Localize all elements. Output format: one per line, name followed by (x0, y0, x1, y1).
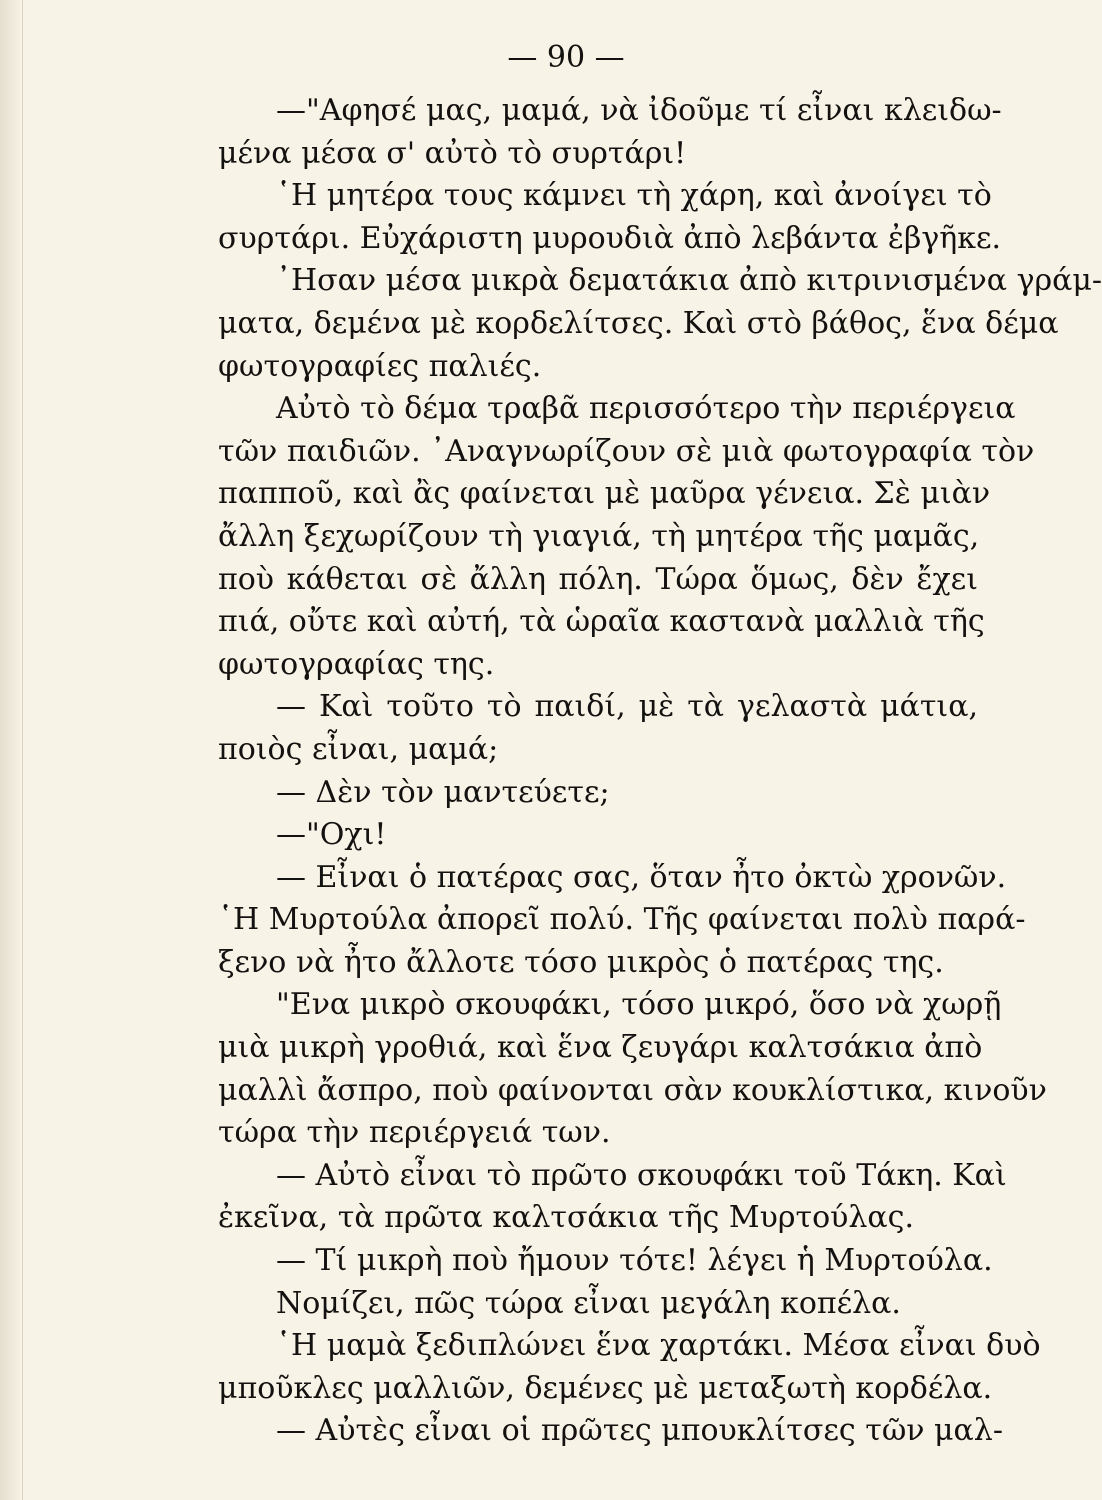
text-line: ποιὸς εἶναι, μαμά; (218, 731, 499, 767)
text-line: μποῦκλες μαλλιῶν, δεμένες μὲ μεταξωτὴ κορδέλα. (218, 1370, 993, 1406)
text-line: τώρα τὴν περιέργειά των. (218, 1115, 611, 1151)
text-line: ῾Η μαμὰ ξεδιπλώνει ἕνα χαρτάκι. Μέσα εἶναι δυὸ (276, 1328, 1041, 1364)
text-line: — Αὐτὸ εἶναι τὸ πρῶτο σκουφάκι τοῦ Τάκη. Καὶ (276, 1157, 1007, 1193)
text-line: πιά, οὔτε καὶ αὐτή, τὰ ὡραῖα καστανὰ μαλλιὰ τῆς (218, 604, 985, 640)
text-line: ῾Η μητέρα τους κάμνει τὴ χάρη, καὶ ἀνοίγει τὸ (276, 178, 992, 214)
text-line: ῾Η Μυρτούλα ἀπορεῖ πολύ. Τῆς φαίνεται πολὺ παρά- (218, 902, 1026, 938)
text-line: μιὰ μικρὴ γροθιά, καὶ ἕνα ζευγάρι καλτσάκια ἀπὸ (218, 1030, 983, 1066)
text-line: — Εἶναι ὁ πατέρας σας, ὅταν ἦτο ὀκτὼ χρονῶν. (276, 859, 1007, 895)
text-line: συρτάρι. Εὐχάριστη μυρουδιὰ ἀπὸ λεβάντα ἐβγῆκε. (218, 220, 1002, 256)
text-line: ἄλλη ξεχωρίζουν τὴ γιαγιά, τὴ μητέρα τῆς μαμᾶς, (218, 518, 980, 554)
text-line: τῶν παιδιῶν. ᾽Αναγνωρίζουν σὲ μιὰ φωτογραφία τὸν (218, 433, 1035, 469)
text-line: — Αὐτὲς εἶναι οἱ πρῶτες μπουκλίτσες τῶν μαλ- (276, 1413, 1003, 1449)
body-text (218, 90, 1102, 1453)
text-line: μένα μέσα σ' αὐτὸ τὸ συρτάρι! (218, 135, 687, 171)
text-line: —"Αφησέ μας, μαμά, νὰ ἰδοῦμε τί εἶναι κλειδω- (276, 93, 1002, 128)
text-line: "Ενα μικρὸ σκουφάκι, τόσο μικρό, ὅσο νὰ χωρῇ (276, 987, 1002, 1023)
text-line: φωτογραφίες παλιές. (218, 348, 542, 384)
text-line: ματα, δεμένα μὲ κορδελίτσες. Καὶ στὸ βάθος, ἕνα δέμα (218, 305, 1059, 341)
text-line: — Τί μικρὴ ποὺ ἤμουν τότε! λέγει ἡ Μυρτούλα. (276, 1243, 993, 1279)
text-line: ᾽Ησαν μέσα μικρὰ δεματάκια ἀπὸ κιτρινισμένα γράμ- (276, 263, 1102, 299)
text-line: — Καὶ τοῦτο τὸ παιδί, μὲ τὰ γελαστὰ μάτια, (276, 689, 978, 725)
page-edge (0, 0, 23, 1500)
text-line: ἐκεῖνα, τὰ πρῶτα καλτσάκια τῆς Μυρτούλας. (218, 1200, 914, 1236)
page-number: — 90 — (507, 40, 625, 75)
text-line: ποὺ κάθεται σὲ ἄλλη πόλη. Τώρα ὅμως, δὲν ἔχει (218, 561, 978, 597)
text-line: Αὐτὸ τὸ δέμα τραβᾶ περισσότερο τὴν περιέργεια (276, 391, 1016, 427)
text-line: —"Οχι! (276, 817, 387, 853)
text-line: Νομίζει, πῶς τώρα εἶναι μεγάλη κοπέλα. (276, 1285, 901, 1321)
text-line: παπποῦ, καὶ ἂς φαίνεται μὲ μαῦρα γένεια. Σὲ μιὰν (218, 476, 991, 512)
text-line: μαλλὶ ἄσπρο, ποὺ φαίνονται σὰν κουκλίστικα, κινοῦν (218, 1072, 1047, 1108)
text-line: — Δὲν τὸν μαντεύετε; (276, 774, 610, 810)
text-line: φωτογραφίας της. (218, 646, 495, 682)
text-line: ξενο νὰ ἦτο ἄλλοτε τόσο μικρὸς ὁ πατέρας της. (218, 944, 944, 980)
